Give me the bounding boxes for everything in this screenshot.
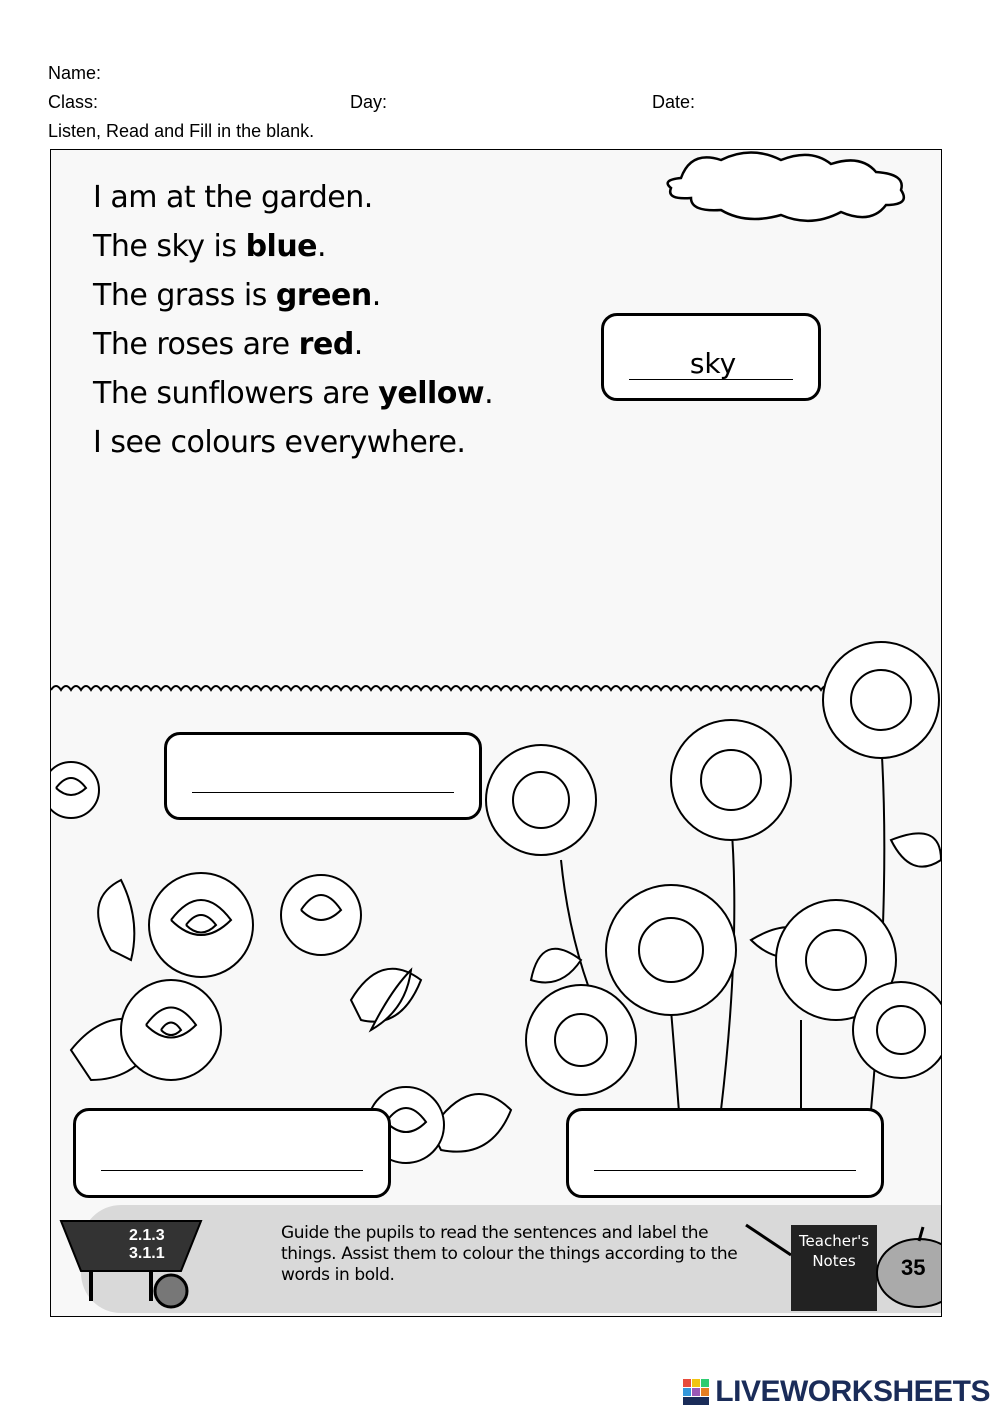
name-label: Name: (48, 63, 102, 83)
date-label: Date: (652, 92, 696, 112)
passage-line-1: I am at the garden. (93, 180, 373, 215)
bold-word-red: red (298, 327, 354, 362)
passage-line-4: The roses are red. (93, 327, 363, 362)
page-number: 35 (901, 1255, 926, 1280)
roses-answer-input[interactable] (101, 1136, 367, 1172)
sunflowers-answer-input[interactable] (594, 1136, 860, 1172)
guide-text: Guide the pupils to read the sentences and label the things. Assist them to colour the things according to the words in bold. (281, 1223, 738, 1285)
bold-word-yellow: yellow (378, 376, 485, 411)
passage-line-2: The sky is blue. (93, 229, 327, 264)
cloud-icon (661, 150, 911, 225)
class-label: Class: (48, 92, 99, 112)
sunflowers-label-box (566, 1108, 884, 1198)
liveworksheets-logo (683, 1376, 990, 1408)
day-label: Day: (350, 92, 388, 112)
sky-label-box (601, 313, 821, 401)
curriculum-code: 2.1.3 3.1.1 (129, 1227, 165, 1262)
passage-line-5: The sunflowers are yellow. (93, 376, 494, 411)
sky-answer-input[interactable] (629, 345, 797, 381)
bold-word-blue: blue (245, 229, 318, 264)
logo-text: LIVEWORKSHEETS (715, 1375, 990, 1408)
passage-line-6: I see colours everywhere. (93, 425, 466, 460)
teacher-notes-footer (81, 1205, 941, 1313)
bold-word-green: green (275, 278, 372, 313)
passage-line-3: The grass is green. (93, 278, 381, 313)
worksheet-page (50, 149, 942, 1317)
brand-blocks-icon (683, 1379, 709, 1405)
teacher-notes-badge: Teacher's Notes (791, 1225, 877, 1311)
roses-label-box (73, 1108, 391, 1198)
instruction-text: Listen, Read and Fill in the blank. (48, 121, 315, 141)
